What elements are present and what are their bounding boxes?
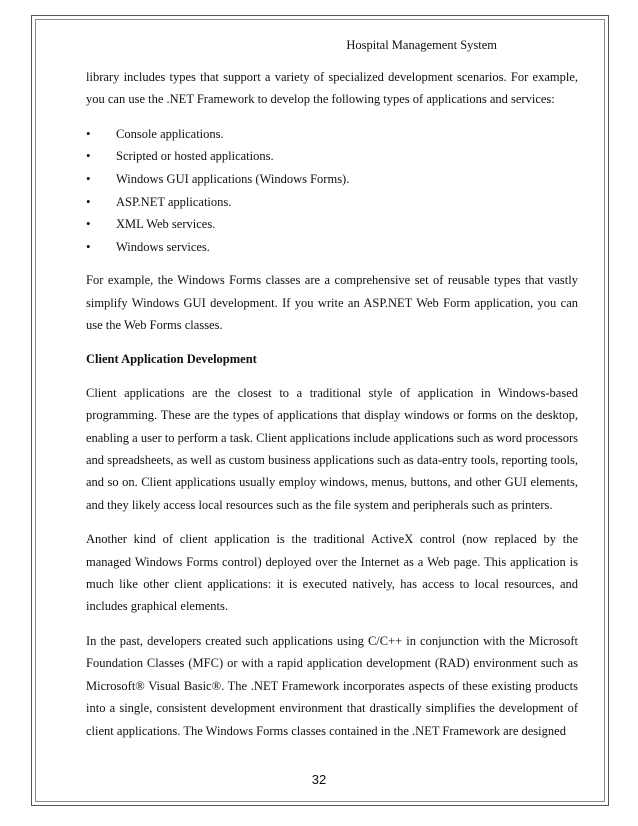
intro-paragraph: library includes types that support a variety of specialized development scenarios. For example, you can use the .NET Framework to develop the following types of applications and services: (86, 70, 578, 107)
past-development-paragraph: In the past, developers created such applications using C/C++ in conjunction with the Microsoft Foundation Classes (MFC) or with a rapid application development (RAD) environment such as Microsoft® Visual Basic®. The .NET Framework incorporates aspects of these existing products into a single, consistent development environment that drastically simplifies the development of client applications. The Windows Forms classes contained in the .NET Framework are designed (86, 633, 578, 738)
list-item (86, 213, 578, 235)
list-item (86, 168, 578, 190)
bullet-icon: • (86, 148, 91, 164)
windows-forms-paragraph: For example, the Windows Forms classes are a comprehensive set of reusable types that vastly simplify Windows GUI development. If you write an ASP.NET Web Form application, you can use the Web Forms classes. (86, 273, 578, 332)
client-applications-paragraph: Client applications are the closest to a traditional style of application in Windows-based programming. These are the types of applications that display windows or forms on the desktop, enabling a user to perform a task. Client applications include applications such as word processors and spreadsheets, as well as custom business applications such as data-entry tools, reporting tools, and so on. Client applications usually employ windows, menus, buttons, and other GUI elements, and they likely access local resources such as the file system and peripherals such as printers. (86, 385, 578, 512)
page-header-title: Hospital Management System (346, 38, 497, 52)
list-item-text: Scripted or hosted applications. (116, 149, 274, 164)
list-item-text: XML Web services. (116, 217, 216, 232)
page-number: 32 (311, 772, 327, 787)
page-content (86, 66, 578, 754)
list-item-text: Console applications. (116, 126, 224, 141)
bullet-icon: • (86, 238, 91, 254)
bullet-icon: • (86, 216, 91, 232)
activex-paragraph: Another kind of client application is the traditional ActiveX control (now replaced by the managed Windows Forms control) deployed over the Internet as a Web page. This application is much like other client applications: it is executed natively, has access to local resources, and includes graphical elements. (86, 532, 578, 614)
list-item-text: Windows GUI applications (Windows Forms). (116, 172, 350, 186)
bullet-icon: • (86, 171, 91, 186)
list-item-text: ASP.NET applications. (116, 194, 232, 209)
application-types-list (86, 123, 578, 258)
list-item-text: Windows services. (116, 239, 210, 254)
section-heading: Client Application Development (86, 352, 257, 367)
bullet-icon: • (86, 193, 91, 209)
list-item (86, 145, 578, 167)
list-item (86, 123, 578, 145)
list-item (86, 236, 578, 258)
bullet-icon: • (86, 125, 91, 141)
list-item (86, 191, 578, 213)
